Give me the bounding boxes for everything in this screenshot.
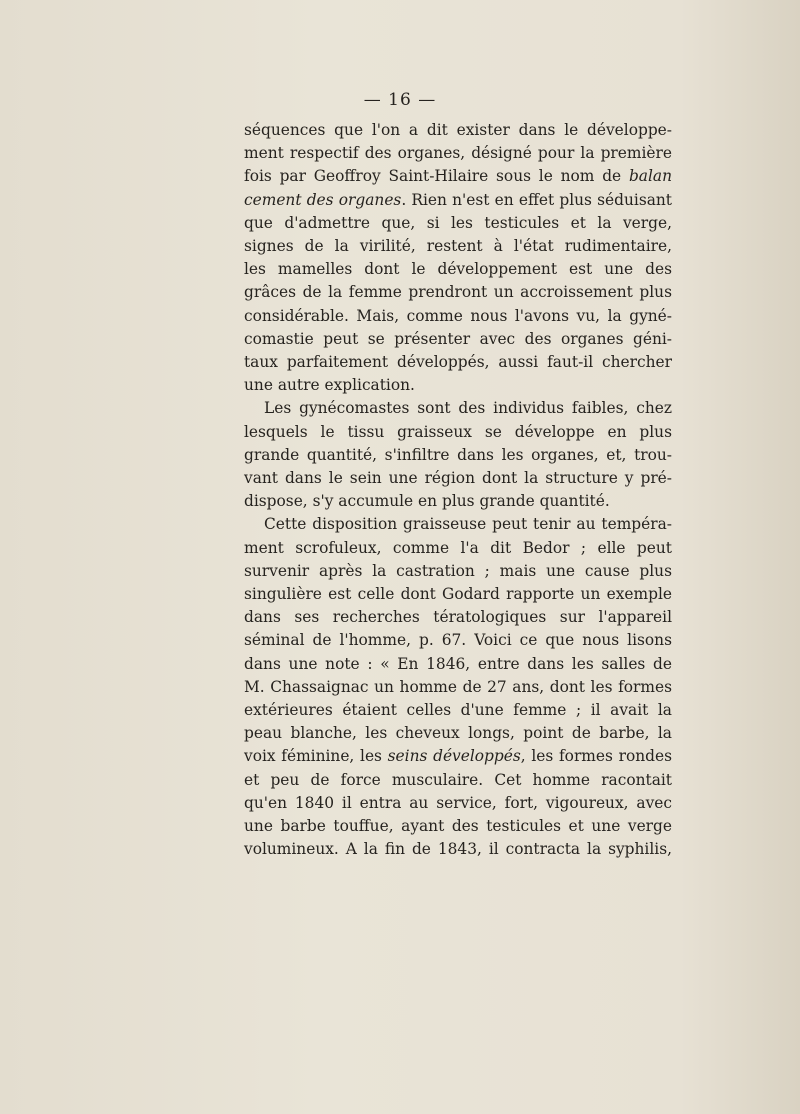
text-run: taux parfaitement développés, aussi faut-il chercher — [244, 353, 672, 372]
text-run: ment scrofuleux, comme l'a dit Bedor ; elle peut — [244, 538, 672, 557]
text-line — [244, 722, 672, 745]
text-run: survenir après la castration ; mais une cause plus — [244, 561, 672, 580]
text-line — [244, 745, 672, 768]
text-run: dispose, s'y accumule en plus grande quantité. — [244, 492, 610, 511]
italic-text: balan — [628, 167, 672, 186]
text-run: une autre explication. — [244, 376, 415, 395]
text-run: dans ses recherches tératologiques sur l'appareil — [244, 608, 672, 627]
text-run: vant dans le sein une région dont la structure y pré- — [244, 469, 672, 488]
paragraph-1 — [244, 119, 672, 397]
italic-text: cement des organes — [244, 190, 402, 209]
text-line — [244, 838, 672, 861]
text-line — [244, 467, 672, 490]
text-run: signes de la virilité, restent à l'état rudimentaire, — [244, 237, 672, 256]
text-run: . Rien n'est en effet plus séduisant — [401, 190, 672, 209]
text-run: séquences que l'on a dit exister dans le développe- — [244, 121, 672, 139]
text-line — [244, 328, 672, 351]
page-number: — 16 — — [363, 90, 437, 110]
text-run: lesquels le tissu graisseux se développe en plus — [244, 422, 672, 441]
text-line — [244, 165, 672, 188]
text-line — [244, 421, 672, 444]
text-run: voix féminine, les — [244, 747, 388, 766]
text-run: volumineux. A la fin de 1843, il contracta la syphilis, — [244, 840, 672, 859]
text-run: séminal de l'homme, p. 67. Voici ce que nous lisons — [244, 631, 672, 650]
text-line — [244, 513, 672, 536]
text-line — [244, 305, 672, 328]
text-run: , les formes rondes — [520, 747, 672, 766]
text-run: peau blanche, les cheveux longs, point de barbe, la — [244, 724, 672, 743]
text-line — [244, 676, 672, 699]
text-run: Les gynécomastes sont des individus faibles, chez — [264, 399, 672, 418]
text-run: singulière est celle dont Godard rapporte un exemple — [244, 585, 672, 604]
text-line — [244, 769, 672, 792]
text-line — [244, 397, 672, 420]
text-run: que d'admettre que, si les testicules et la verge, — [244, 213, 672, 232]
text-line — [244, 653, 672, 676]
text-run: ment respectif des organes, désigné pour la première — [244, 144, 672, 163]
text-line — [244, 235, 672, 258]
text-run: les mamelles dont le développement est une des — [244, 260, 672, 279]
text-line — [244, 629, 672, 652]
text-run: qu'en 1840 il entra au service, fort, vigoureux, avec — [244, 793, 672, 812]
text-line — [244, 606, 672, 629]
text-line — [244, 189, 672, 212]
text-line — [244, 351, 672, 374]
text-line — [244, 119, 672, 142]
text-run: comastie peut se présenter avec des organes géni- — [244, 329, 672, 348]
text-line — [244, 444, 672, 467]
text-line — [244, 281, 672, 304]
paragraph-2 — [244, 397, 672, 513]
text-line — [244, 142, 672, 165]
text-run: dans une note : « En 1846, entre dans les salles de — [244, 654, 672, 673]
text-run: grande quantité, s'infiltre dans les organes, et, trou- — [244, 445, 672, 464]
text-run: fois par Geoffroy Saint-Hilaire sous le nom de — [244, 167, 629, 186]
text-line — [244, 490, 672, 513]
text-run: M. Chassaignac un homme de 27 ans, dont les formes — [244, 677, 672, 696]
text-run: grâces de la femme prendront un accroissement plus — [244, 283, 672, 302]
text-run: extérieures étaient celles d'une femme ; il avait la — [244, 701, 672, 720]
text-line — [244, 374, 672, 397]
text-line — [244, 699, 672, 722]
body-text — [244, 119, 672, 862]
text-run: Cette disposition graisseuse peut tenir au tempéra- — [264, 515, 672, 534]
text-line — [244, 583, 672, 606]
text-line — [244, 560, 672, 583]
text-line — [244, 537, 672, 560]
text-run: et peu de force musculaire. Cet homme racontait — [244, 770, 672, 789]
text-run: considérable. Mais, comme nous l'avons vu, la gyné- — [244, 306, 672, 325]
text-line — [244, 258, 672, 281]
text-line — [244, 212, 672, 235]
text-line — [244, 792, 672, 815]
text-line — [244, 815, 672, 838]
italic-text: seins développés — [387, 747, 521, 766]
text-run: une barbe touffue, ayant des testicules et une verge — [244, 817, 672, 836]
paragraph-3 — [244, 513, 672, 861]
